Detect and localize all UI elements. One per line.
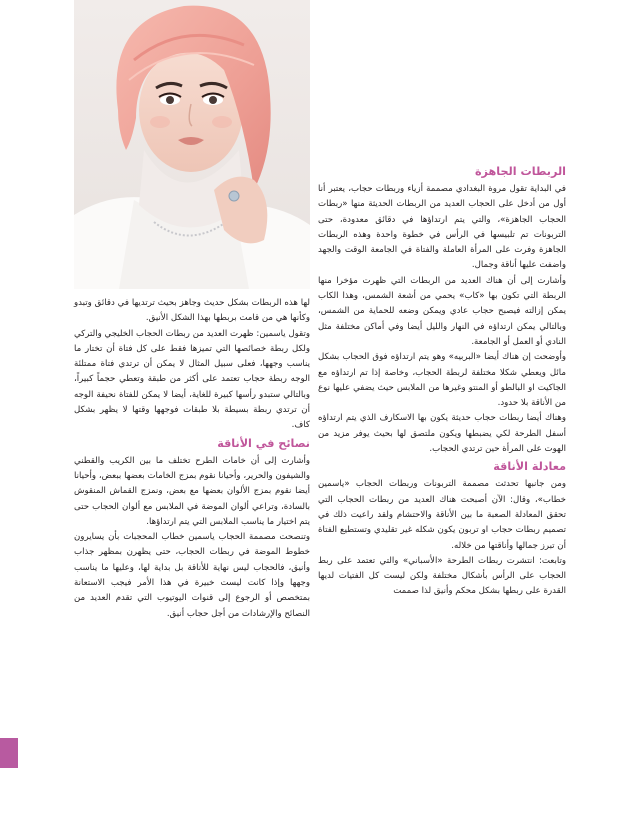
paragraph: وتنصحت مصممة الحجاب ياسمين خطاب المحجبات بأن يسايرون خطوط الموضة في ربطات الحجاب، حتى يظهرن بمظهر جذاب وأنيق، فالحجاب ليس نهاية للأناقة بل بداية لها، وعليها ما يناسب وجهها وإذا كانت ليست خبيرة في هذا الأمر فيجب الاستعانة بمتخصص أو الرجوع إلى قنوات اليوتيوب التي تقدم العديد من النصائح والإرشادات من أجل حجاب أنيق. — [74, 532, 310, 619]
right-column — [318, 162, 566, 600]
paragraph: وأوضحت إن هناك أيضا «البربيه» وهو يتم ارتداؤه فوق الحجاب بشكل مائل ويعطي شكلا مختلفة لربطة الحجاب، وخاصة إذا تم ارتداؤه مع الجاكيت او البالطو أو المنتو وغيرها من الملابس حيث يضفي عليها نوع من الأناقة بلا حدود. — [318, 352, 566, 409]
paragraph: وأشارت إلى أن هناك العديد من الربطات التي ظهرت مؤخرا منها الربطة التي تكون بها «كاب» يحمي من أشعة الشمس، وهذا الكاب يمكن إزالته فيصبح حجاب عادي ويمكن وضعه للحماية من الشمس، وبالتالي يمكن ارتداؤه في النهار والليل أيضا وفي أماكن مختلفة مثل النادي أو العمل أو الجامعة. — [318, 275, 566, 347]
paragraph: في البداية تقول مروة البغدادي مصممة أزياء وربطات حجاب، يعتبر أنا أول من أدخل على الحجاب العديد من الربطات الحديثة منها «ربطات الحجاب الجاهزة»، والتي يتم ارتداؤها في دقائق معدودة، حتى التربونات تم تلبيسها في الرأس في خطوة واحدة وهذه الربطات الجاهزة وفرت على المرأة العاملة والفتاة في الجامعة الوقت والجهد واضفت عليها أناقة وجمال. — [318, 184, 566, 271]
page-edge-tab — [0, 738, 18, 768]
woman-in-pink-turban-photo — [74, 0, 310, 289]
paragraph: وتابعت: انتشرت ربطات الطرحة «الأسباني» والتي تعتمد على ربط الحجاب على الرأس بأشكال مختلفة ولكن ليست كل الفتيات لديها القدرة على ربطها بشكل محكم وأنيق لذا صممت — [318, 555, 566, 597]
paragraph: وهناك أيضا ربطات حجاب حديثة يكون بها الاسكارف الذي يتم ارتداؤه أسفل الطرحة لكي يضبطها ويكون ملتصق لها بحيث يوفر مزيد من الهوت على المرأة حين ترتدي الحجاب. — [318, 413, 566, 455]
paragraph: ومن جانبها تحدثت مصممة التربونات وربطات الحجاب «ياسمين خطاب»، وقال: الآن أصبحت هناك العديد من ربطات الحجاب التي تحقق المعادلة الصعبة ما بين الأناقة والاحتشام ولقد راعيت ذلك في تصميم ربطات حجاب او تربون يكون شكله غير تقليدي وتستطيع الفتاة أن تبرز جمالها وأناقتها من خلاله. — [318, 479, 566, 551]
paragraph: وتقول ياسمين: ظهرت العديد من ربطات الحجاب الخليجي والتركي ولكل ربطة خصائصها التي تميزها فقط على كل فتاة أن تختار ما يناسب وجهها، فعلى سبيل المثال لا يمكن أن ترتدي فتاة ممتلئة الوجه ربطة حجاب تعتمد على أكثر من طبقة وتعطي حجماً كبيراً، وبالتالي ستبدو رأسها كبيرة للغاية، أيضا لا يمكن للفتاة نحيفة الوجه أن ترتدي ربطة بسيطة بلا طبقات فوجهها وقتها لا يظهر بشكل كاف. — [74, 328, 310, 431]
left-column — [74, 296, 310, 622]
section-heading-elegance-tips: نصائح في الأناقة — [217, 436, 310, 450]
hero-photo — [74, 0, 310, 289]
section-heading-elegance-equation: معادلة الأناقة — [493, 460, 566, 474]
section-heading-ready-wraps: الربطات الجاهزة — [474, 165, 566, 178]
paragraph: لها هذه الربطات بشكل حديث وجاهز بحيث ترتديها في دقائق وتبدو وكأنها هي من قامت بربطها بهذا الشكل الأنيق. — [74, 298, 310, 324]
paragraph: وأشارت إلى أن خامات الطرح تختلف ما بين الكريب والقطني والشيفون والحرير، وأحيانا نقوم بمزج الخامات بعضها ببعض، وأحيانا أيضا نقوم بمزج الألوان بعضها مع بعض، ونمزج القماش المنقوش بالسادة، وتراعي ألوان الموضة في الملابس مع ألوان الحجاب حتى يتم اختيار ما يناسب الملابس التي يتم ارتداؤها. — [74, 455, 310, 527]
